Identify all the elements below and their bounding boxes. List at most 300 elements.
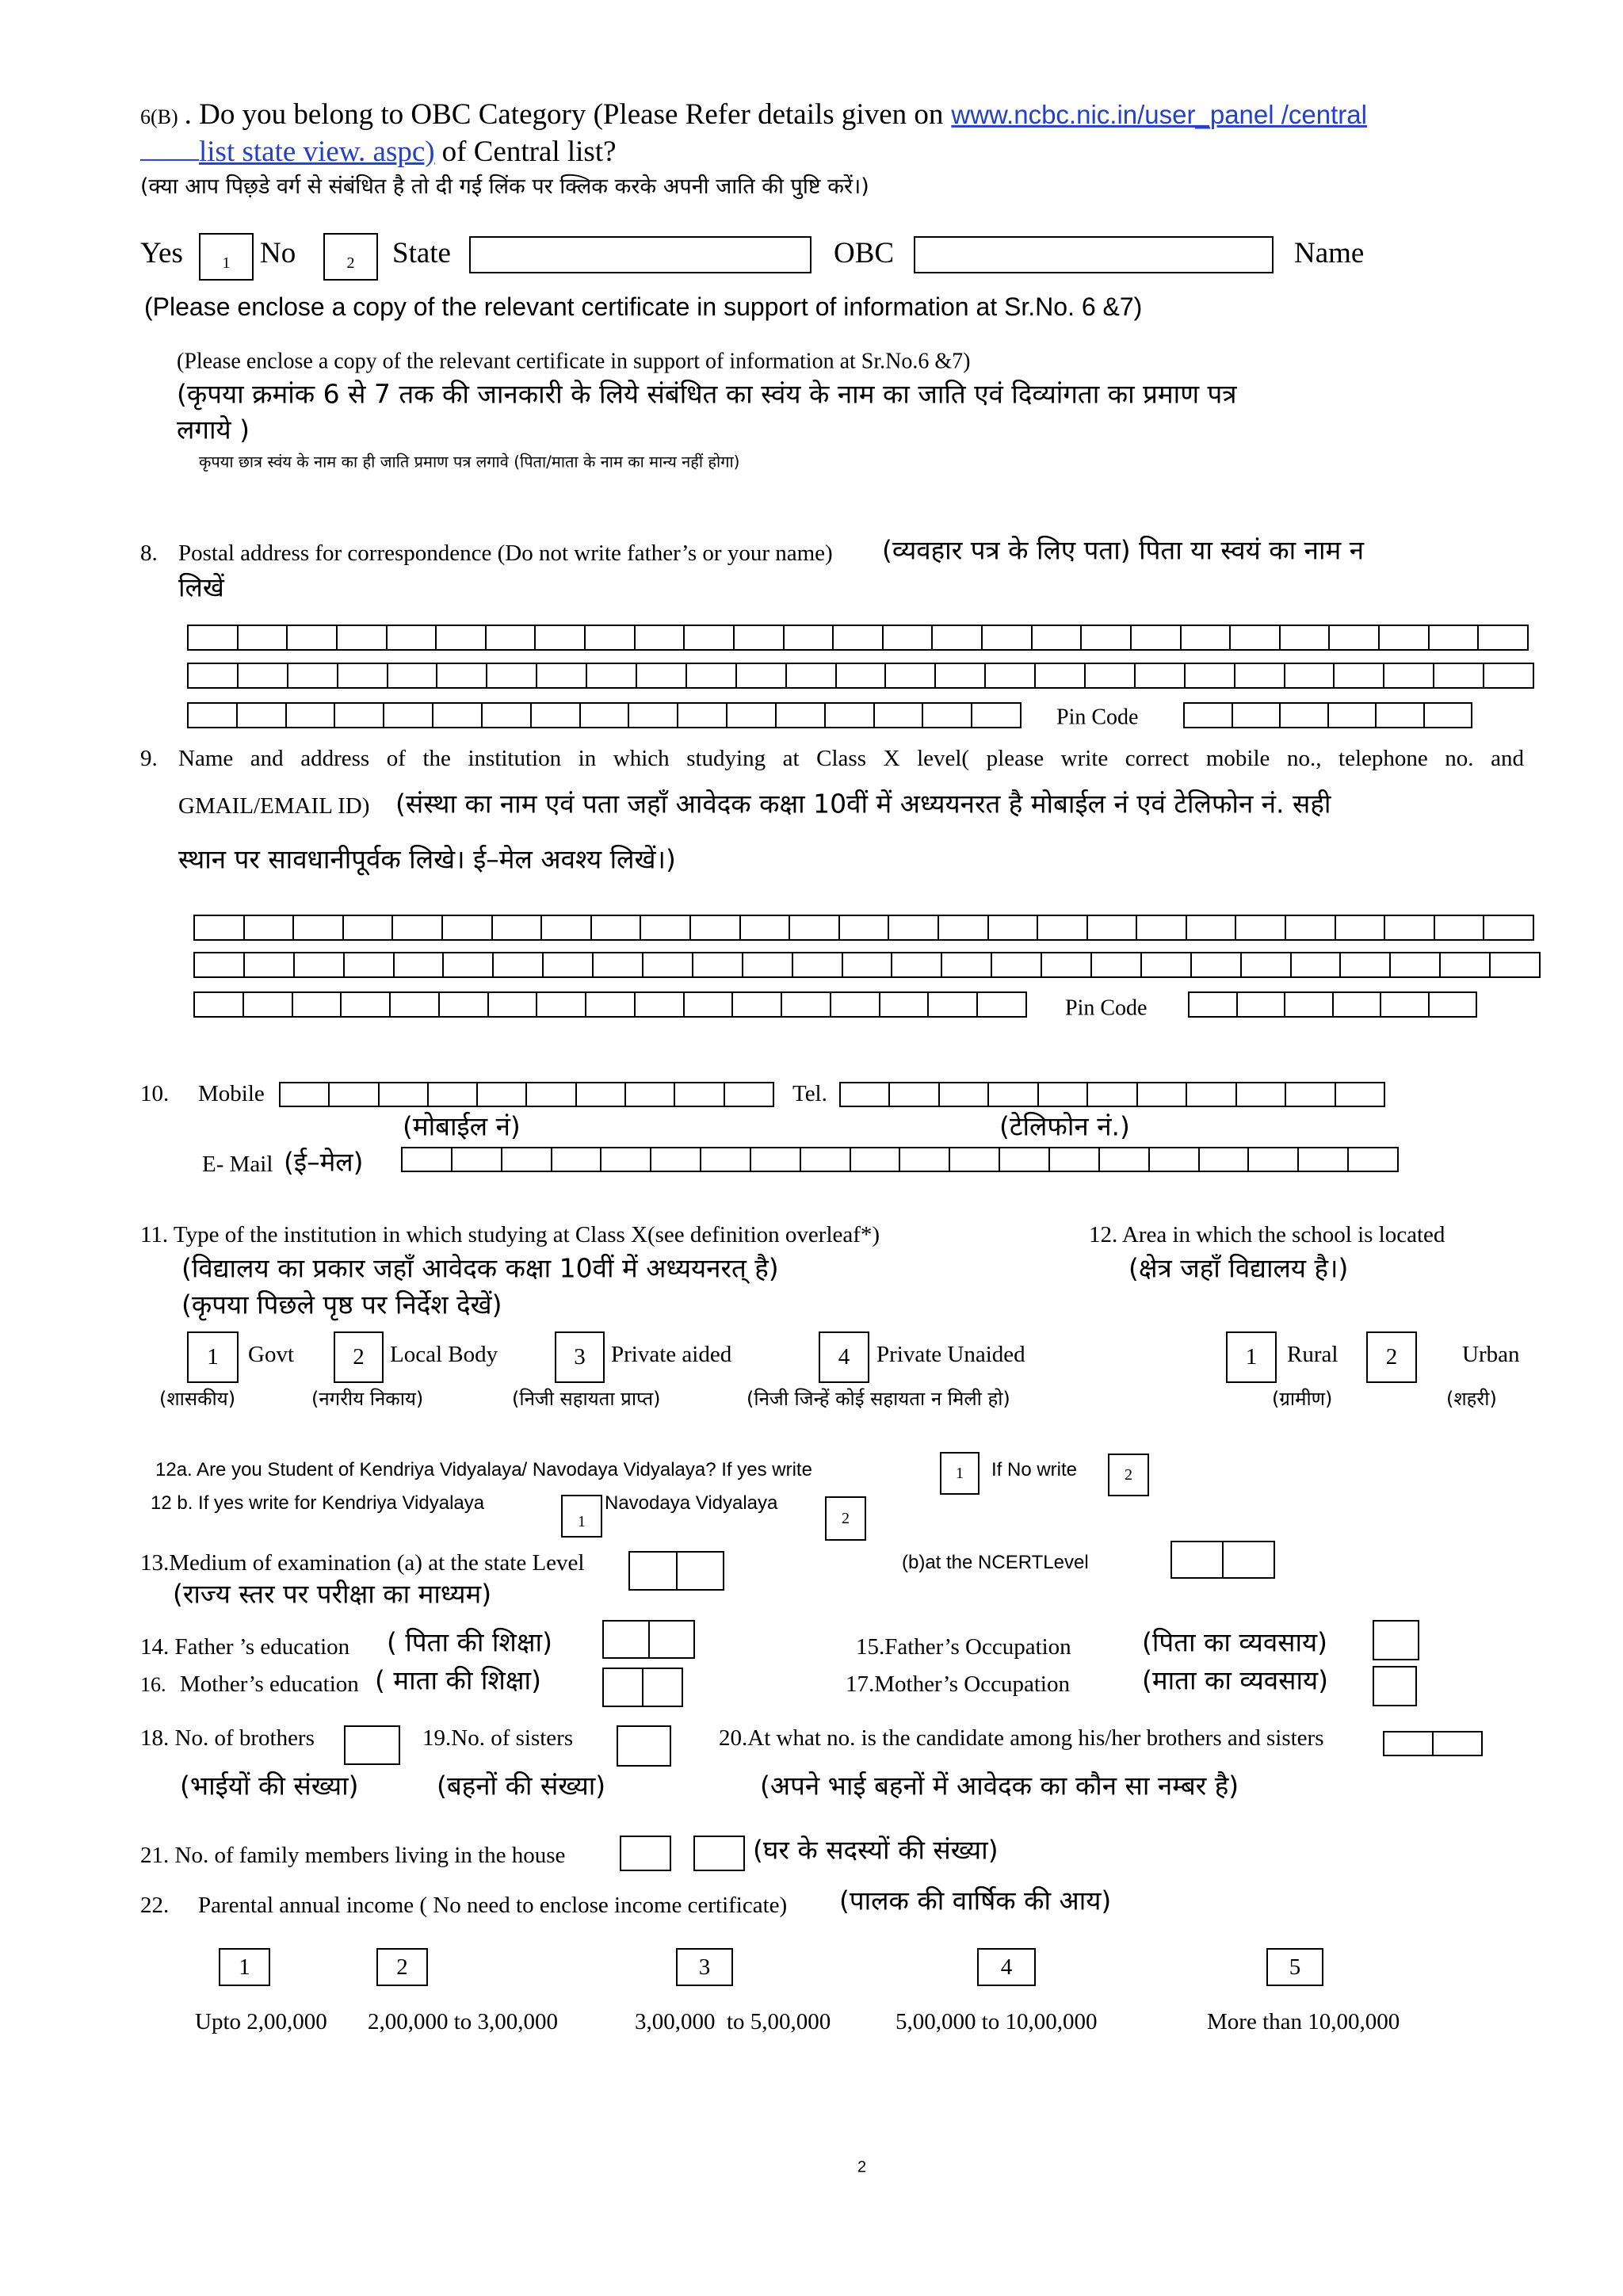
address-cell[interactable] — [777, 704, 826, 727]
address-cell[interactable] — [388, 664, 438, 687]
ncbc-link-continued[interactable]: list state view. aspc) — [199, 135, 435, 168]
q6b-question-line1 — [140, 97, 1367, 133]
address-cell[interactable] — [737, 664, 787, 687]
q8-label: Postal address for correspondence (Do not write father’s or your name) — [178, 540, 833, 566]
family-members-digit-1[interactable] — [620, 1836, 671, 1871]
option-urban-hindi: (शहरी) — [1446, 1388, 1497, 1410]
institution-cell[interactable] — [494, 953, 544, 976]
obc-yes-box[interactable] — [199, 233, 254, 281]
address-cell[interactable] — [238, 704, 287, 727]
ncbc-link[interactable]: www.ncbc.nic.in/user_panel /central — [951, 99, 1367, 129]
institution-cell[interactable] — [880, 993, 930, 1016]
income-option-3-box[interactable] — [676, 1948, 733, 1986]
institution-cell[interactable] — [1092, 953, 1142, 976]
address-cell[interactable] — [189, 626, 239, 649]
address-cell[interactable] — [1182, 626, 1232, 649]
institution-cell[interactable] — [245, 916, 295, 939]
address-cell[interactable] — [983, 626, 1033, 649]
institution-cell[interactable] — [1236, 916, 1286, 939]
address-cell[interactable] — [785, 626, 834, 649]
institution-cell[interactable] — [1142, 953, 1192, 976]
institution-cell[interactable] — [1391, 953, 1441, 976]
institution-cell[interactable] — [592, 916, 642, 939]
institution-cell[interactable] — [741, 916, 791, 939]
area-urban-box[interactable] — [1366, 1331, 1417, 1383]
q17-label: 17.Mother’s Occupation — [846, 1671, 1070, 1697]
institution-cell[interactable] — [1088, 916, 1138, 939]
email-char-cell[interactable] — [801, 1148, 851, 1171]
tel-digit-cell[interactable] — [1187, 1083, 1236, 1106]
obc-field[interactable] — [914, 236, 1274, 273]
institution-cell[interactable] — [489, 993, 538, 1016]
email-char-cell[interactable] — [1000, 1148, 1050, 1171]
pin-cell[interactable] — [1377, 704, 1425, 727]
institution-cell[interactable] — [1491, 953, 1539, 976]
tel-digit-cell[interactable] — [1336, 1083, 1384, 1106]
institution-cell[interactable] — [942, 953, 992, 976]
institution-type-private-aided-box[interactable] — [555, 1331, 605, 1383]
institution-cell[interactable] — [685, 993, 734, 1016]
institution-cell[interactable] — [691, 916, 741, 939]
address-cell[interactable] — [933, 626, 983, 649]
mobile-digit-cell[interactable] — [527, 1083, 576, 1106]
tel-digit-cell[interactable] — [1237, 1083, 1286, 1106]
institution-cell[interactable] — [929, 993, 978, 1016]
yes-label: Yes — [140, 236, 183, 269]
option-govt-label: Govt — [248, 1341, 294, 1367]
mobile-digit-cell[interactable] — [330, 1083, 379, 1106]
address-cell[interactable] — [834, 626, 884, 649]
institution-cell[interactable] — [345, 953, 395, 976]
q18-label: 18. No. of brothers — [140, 1725, 315, 1751]
option-private-unaided-label: Private Unaided — [876, 1341, 1025, 1367]
code-cell[interactable] — [678, 1553, 724, 1589]
income-option-1-box[interactable] — [219, 1948, 270, 1986]
mobile-digit-cell[interactable] — [380, 1083, 429, 1106]
q11-label: 11. Type of the institution in which studying at Class X(see definition overleaf*) — [140, 1221, 880, 1247]
q11-hindi-line1: (विद्यालय का प्रकार जहाँ आवेदक कक्षा 10वीं में अध्ययनरत् है) — [181, 1252, 779, 1284]
address-cell[interactable] — [586, 626, 636, 649]
institution-cell[interactable] — [989, 916, 1039, 939]
certificate-note-hindi-line1: (कृपया क्रमांक 6 से 7 तक की जानकारी के लिये संबंधित का स्वंय के नाम का जाति एवं दिव्यांगता का प्रमाण पत्र — [177, 378, 1237, 410]
code-cell[interactable] — [604, 1622, 650, 1657]
income-option-5-label: More than 10,00,000 — [1207, 2008, 1400, 2034]
state-label: State — [392, 236, 451, 269]
email-char-cell[interactable] — [851, 1148, 901, 1171]
institution-cell[interactable] — [1192, 953, 1242, 976]
institution-cell[interactable] — [939, 916, 989, 939]
institution-cell[interactable] — [743, 953, 793, 976]
state-field[interactable] — [469, 236, 812, 273]
institution-cell[interactable] — [295, 953, 345, 976]
code-cell[interactable] — [630, 1553, 678, 1589]
email-char-cell[interactable] — [1249, 1148, 1299, 1171]
pin-cell[interactable] — [1381, 993, 1430, 1016]
address-cell[interactable] — [1484, 664, 1533, 687]
tel-digit-cell[interactable] — [940, 1083, 989, 1106]
address-cell[interactable] — [239, 664, 288, 687]
mobile-digit-cell[interactable] — [281, 1083, 330, 1106]
postal-address-row-1 — [187, 625, 1529, 651]
mother-occupation-box[interactable] — [1373, 1666, 1417, 1706]
pin-cell[interactable] — [1285, 993, 1334, 1016]
address-cell[interactable] — [636, 626, 685, 649]
address-cell[interactable] — [1479, 626, 1527, 649]
address-cell[interactable] — [483, 704, 532, 727]
address-cell[interactable] — [1281, 626, 1331, 649]
address-cell[interactable] — [1380, 626, 1430, 649]
address-cell[interactable] — [1136, 664, 1186, 687]
institution-cell[interactable] — [594, 953, 643, 976]
postal-address-row-3 — [187, 702, 1022, 728]
institution-cell[interactable] — [195, 916, 245, 939]
address-cell[interactable] — [837, 664, 887, 687]
institution-cell[interactable] — [693, 953, 743, 976]
institution-cell[interactable] — [889, 916, 939, 939]
address-cell[interactable] — [537, 664, 587, 687]
name-label: Name — [1294, 236, 1365, 269]
address-cell[interactable] — [923, 704, 972, 727]
address-cell[interactable] — [884, 626, 934, 649]
address-cell[interactable] — [288, 664, 338, 687]
institution-cell[interactable] — [294, 916, 344, 939]
tel-digit-cell[interactable] — [1138, 1083, 1187, 1106]
institution-cell[interactable] — [1385, 916, 1435, 939]
code-cell[interactable] — [604, 1669, 643, 1706]
institution-cell[interactable] — [1292, 953, 1342, 976]
pin-cell[interactable] — [1281, 704, 1329, 727]
q9-label-line1: Name and address of the institution in which studying at Class X level( please write correct mobile no., telephone no. and — [178, 745, 1524, 771]
institution-cell[interactable] — [1286, 916, 1336, 939]
email-char-cell[interactable] — [651, 1148, 701, 1171]
institution-cell[interactable] — [537, 993, 586, 1016]
option-code: 1 — [956, 1464, 964, 1482]
address-cell[interactable] — [1430, 626, 1480, 649]
institution-cell[interactable] — [443, 916, 493, 939]
institution-cell[interactable] — [444, 953, 494, 976]
q16-label: Mother’s education — [180, 1671, 359, 1697]
email-char-cell[interactable] — [1150, 1148, 1200, 1171]
institution-cell[interactable] — [493, 916, 543, 939]
family-members-digit-2[interactable] — [693, 1836, 745, 1871]
mobile-digit-cell[interactable] — [626, 1083, 675, 1106]
address-cell[interactable] — [587, 664, 637, 687]
address-cell[interactable] — [338, 626, 388, 649]
mother-education-code — [602, 1668, 683, 1707]
option-rural-label: Rural — [1287, 1341, 1338, 1367]
mobile-digit-cell[interactable] — [429, 1083, 478, 1106]
option-code: 4 — [1000, 1954, 1013, 1980]
institution-cell[interactable] — [1137, 916, 1187, 939]
pin-cell[interactable] — [1430, 993, 1476, 1016]
area-rural-box[interactable] — [1226, 1331, 1277, 1383]
tel-label: Tel. — [792, 1080, 827, 1106]
institution-cell[interactable] — [1435, 916, 1485, 939]
institution-row-1 — [193, 915, 1534, 941]
option-code: 2 — [396, 1954, 408, 1980]
q19-label: 19.No. of sisters — [422, 1725, 574, 1751]
q12a-no-label: If No write — [991, 1459, 1078, 1480]
address-cell[interactable] — [735, 626, 785, 649]
pin-cell[interactable] — [1190, 993, 1238, 1016]
institution-cell[interactable] — [195, 993, 244, 1016]
option-code: 5 — [1289, 1954, 1301, 1980]
address-cell[interactable] — [1231, 626, 1281, 649]
q6b-question-text: . Do you belong to OBC Category (Please Refer details given on — [184, 97, 944, 131]
address-cell[interactable] — [437, 626, 487, 649]
institution-cell[interactable] — [641, 916, 691, 939]
obc-label: OBC — [834, 236, 895, 269]
q8-hindi-cont: लिखें — [178, 571, 224, 603]
kv-nv-yes-box[interactable] — [940, 1452, 980, 1495]
address-cell[interactable] — [1132, 626, 1182, 649]
email-char-cell[interactable] — [1200, 1148, 1250, 1171]
option-code: 4 — [838, 1344, 850, 1370]
institution-cell[interactable] — [1038, 916, 1088, 939]
pin-cell[interactable] — [1425, 704, 1472, 727]
address-cell[interactable] — [1285, 664, 1335, 687]
email-char-cell[interactable] — [453, 1148, 502, 1171]
tel-hindi: (टेलिफोन नं.) — [999, 1110, 1130, 1142]
father-occupation-box[interactable] — [1373, 1620, 1419, 1660]
address-cell[interactable] — [826, 704, 875, 727]
brothers-count-box[interactable] — [344, 1725, 400, 1765]
code-cell[interactable] — [1384, 1733, 1434, 1755]
email-char-cell[interactable] — [601, 1148, 651, 1171]
institution-cell[interactable] — [978, 993, 1025, 1016]
mobile-digit-cell[interactable] — [725, 1083, 773, 1106]
q14-hindi: ( पिता की शिक्षा) — [387, 1626, 552, 1658]
address-cell[interactable] — [384, 704, 433, 727]
address-cell[interactable] — [189, 664, 239, 687]
mobile-field — [279, 1082, 774, 1107]
q6b-question-line2 — [140, 134, 617, 170]
institution-cell[interactable] — [1242, 953, 1292, 976]
sisters-count-box[interactable] — [617, 1725, 671, 1767]
institution-cell[interactable] — [244, 993, 293, 1016]
pin-cell[interactable] — [1185, 704, 1233, 727]
institution-cell[interactable] — [733, 993, 782, 1016]
navodaya-vidyalaya-box[interactable] — [825, 1496, 866, 1541]
q16-hindi: ( माता की शिक्षा) — [375, 1664, 541, 1696]
email-char-cell[interactable] — [1050, 1148, 1100, 1171]
q9-label-line2: GMAIL/EMAIL ID) — [178, 793, 370, 819]
address-cell[interactable] — [1434, 664, 1484, 687]
address-cell[interactable] — [1235, 664, 1285, 687]
code-cell[interactable] — [1172, 1542, 1224, 1577]
income-option-2-box[interactable] — [376, 1948, 428, 1986]
address-cell[interactable] — [1186, 664, 1235, 687]
email-char-cell[interactable] — [701, 1148, 751, 1171]
address-cell[interactable] — [487, 664, 537, 687]
code-cell[interactable] — [1224, 1542, 1274, 1577]
income-option-4-box[interactable] — [977, 1948, 1036, 1986]
institution-cell[interactable] — [843, 953, 893, 976]
code-cell[interactable] — [643, 1669, 682, 1706]
q22-label: Parental annual income ( No need to enclose income certificate) — [198, 1892, 788, 1918]
institution-cell[interactable] — [1336, 916, 1386, 939]
institution-cell[interactable] — [1042, 953, 1092, 976]
navodaya-vidyalaya-label: Navodaya Vidyalaya — [605, 1492, 778, 1514]
option-rural-hindi: (ग्रामीण) — [1272, 1388, 1333, 1410]
institution-cell[interactable] — [793, 953, 843, 976]
address-cell[interactable] — [1082, 626, 1132, 649]
institution-cell[interactable] — [542, 916, 592, 939]
address-cell[interactable] — [288, 626, 338, 649]
institution-cell[interactable] — [636, 993, 685, 1016]
q9-number: 9. — [140, 745, 158, 771]
address-cell[interactable] — [875, 704, 924, 727]
q13-label-a: 13.Medium of examination (a) at the state Level — [140, 1549, 585, 1576]
address-cell[interactable] — [239, 626, 288, 649]
mobile-digit-cell[interactable] — [478, 1083, 527, 1106]
address-cell[interactable] — [581, 704, 630, 727]
option-local-body-label: Local Body — [390, 1341, 498, 1367]
email-char-cell[interactable] — [552, 1148, 602, 1171]
q12-hindi: (क्षेत्र जहाँ विद्यालय है।) — [1128, 1252, 1349, 1284]
institution-cell[interactable] — [892, 953, 942, 976]
email-char-cell[interactable] — [751, 1148, 801, 1171]
address-cell[interactable] — [335, 704, 384, 727]
institution-cell[interactable] — [395, 953, 445, 976]
email-char-cell[interactable] — [1100, 1148, 1150, 1171]
address-cell[interactable] — [685, 626, 735, 649]
institution-cell[interactable] — [544, 953, 594, 976]
address-cell[interactable] — [986, 664, 1036, 687]
postal-address-row-2 — [187, 663, 1534, 689]
email-char-cell[interactable] — [900, 1148, 950, 1171]
institution-type-private-unaided-box[interactable] — [819, 1331, 869, 1383]
institution-cell[interactable] — [1441, 953, 1491, 976]
address-cell[interactable] — [1335, 664, 1384, 687]
q21-label: 21. No. of family members living in the house — [140, 1842, 566, 1868]
address-cell[interactable] — [189, 704, 238, 727]
q19-hindi: (बहनों की संख्या) — [437, 1770, 606, 1801]
certificate-note-english: (Please enclose a copy of the relevant certificate in support of information at Sr.No.6 &7) — [177, 349, 971, 374]
address-cell[interactable] — [487, 626, 537, 649]
code-cell[interactable] — [650, 1622, 694, 1657]
income-option-3-label: 3,00,000 to 5,00,000 — [635, 2008, 831, 2034]
option-code: 2 — [1385, 1344, 1398, 1370]
address-cell[interactable] — [1086, 664, 1136, 687]
institution-cell[interactable] — [790, 916, 840, 939]
q15-hindi: (पिता का व्यवसाय) — [1142, 1626, 1328, 1658]
address-cell[interactable] — [936, 664, 986, 687]
institution-row-2 — [193, 952, 1541, 978]
page-number: 2 — [857, 2158, 867, 2176]
email-char-cell[interactable] — [502, 1148, 552, 1171]
institution-cell[interactable] — [992, 953, 1042, 976]
father-education-code — [602, 1620, 695, 1659]
institution-cell[interactable] — [391, 993, 440, 1016]
tel-digit-cell[interactable] — [890, 1083, 939, 1106]
address-cell[interactable] — [536, 626, 586, 649]
obc-no-box[interactable] — [323, 233, 378, 281]
tel-digit-cell[interactable] — [1039, 1083, 1088, 1106]
institution-cell[interactable] — [1187, 916, 1237, 939]
address-cell[interactable] — [388, 626, 437, 649]
address-cell[interactable] — [637, 664, 687, 687]
address-cell[interactable] — [287, 704, 336, 727]
mobile-digit-cell[interactable] — [675, 1083, 724, 1106]
code-cell[interactable] — [1434, 1733, 1481, 1755]
address-cell[interactable] — [532, 704, 581, 727]
email-char-cell[interactable] — [950, 1148, 1000, 1171]
address-cell[interactable] — [433, 704, 483, 727]
institution-cell[interactable] — [293, 993, 342, 1016]
address-cell[interactable] — [1036, 664, 1086, 687]
institution-cell[interactable] — [393, 916, 443, 939]
address-cell[interactable] — [886, 664, 936, 687]
email-hindi: (ई–मेल) — [284, 1146, 364, 1178]
institution-pin-code — [1188, 991, 1477, 1018]
institution-cell[interactable] — [1341, 953, 1391, 976]
address-cell[interactable] — [1330, 626, 1380, 649]
tel-digit-cell[interactable] — [841, 1083, 890, 1106]
address-cell[interactable] — [1033, 626, 1083, 649]
institution-cell[interactable] — [643, 953, 693, 976]
q12a-label: 12a. Are you Student of Kendriya Vidyalaya/ Navodaya Vidyalaya? If yes write — [155, 1459, 812, 1480]
institution-cell[interactable] — [195, 953, 245, 976]
tel-digit-cell[interactable] — [1088, 1083, 1137, 1106]
institution-cell[interactable] — [831, 993, 880, 1016]
postal-pin-label: Pin Code — [1056, 705, 1139, 730]
option-code: 1 — [1245, 1344, 1258, 1370]
institution-cell[interactable] — [245, 953, 295, 976]
institution-type-govt-box[interactable] — [187, 1331, 239, 1383]
kendriya-vidyalaya-box[interactable] — [561, 1495, 602, 1538]
option-code: 2 — [1125, 1465, 1132, 1484]
mobile-hindi: (मोबाईल नं) — [403, 1110, 521, 1142]
pin-cell[interactable] — [1233, 704, 1281, 727]
institution-cell[interactable] — [342, 993, 391, 1016]
institution-type-local-body-box[interactable] — [334, 1331, 384, 1383]
email-char-cell[interactable] — [1349, 1148, 1397, 1171]
address-cell[interactable] — [727, 704, 777, 727]
address-cell[interactable] — [1384, 664, 1434, 687]
address-cell[interactable] — [437, 664, 487, 687]
tel-digit-cell[interactable] — [1286, 1083, 1335, 1106]
pin-cell[interactable] — [1329, 704, 1377, 727]
institution-row-3 — [193, 991, 1027, 1018]
income-option-5-box[interactable] — [1266, 1948, 1323, 1986]
email-char-cell[interactable] — [403, 1148, 453, 1171]
pin-cell[interactable] — [1238, 993, 1286, 1016]
institution-cell[interactable] — [782, 993, 831, 1016]
address-cell[interactable] — [629, 704, 678, 727]
address-cell[interactable] — [687, 664, 737, 687]
institution-cell[interactable] — [840, 916, 890, 939]
email-char-cell[interactable] — [1299, 1148, 1349, 1171]
mobile-digit-cell[interactable] — [577, 1083, 626, 1106]
address-cell[interactable] — [972, 704, 1020, 727]
q20-hindi: (अपने भाई बहनों में आवेदक का कौन सा नम्बर है) — [760, 1770, 1239, 1801]
q22-number: 22. — [140, 1892, 170, 1918]
kv-nv-no-box[interactable] — [1108, 1454, 1149, 1496]
pin-cell[interactable] — [1334, 993, 1382, 1016]
address-cell[interactable] — [338, 664, 388, 687]
tel-digit-cell[interactable] — [989, 1083, 1038, 1106]
income-option-1-label: Upto 2,00,000 — [195, 2008, 327, 2034]
institution-cell[interactable] — [344, 916, 394, 939]
address-cell[interactable] — [678, 704, 727, 727]
address-cell[interactable] — [787, 664, 837, 687]
institution-cell[interactable] — [440, 993, 489, 1016]
option-urban-label: Urban — [1462, 1341, 1520, 1367]
option-private-aided-label: Private aided — [611, 1341, 732, 1367]
institution-cell[interactable] — [1484, 916, 1533, 939]
institution-cell[interactable] — [586, 993, 636, 1016]
